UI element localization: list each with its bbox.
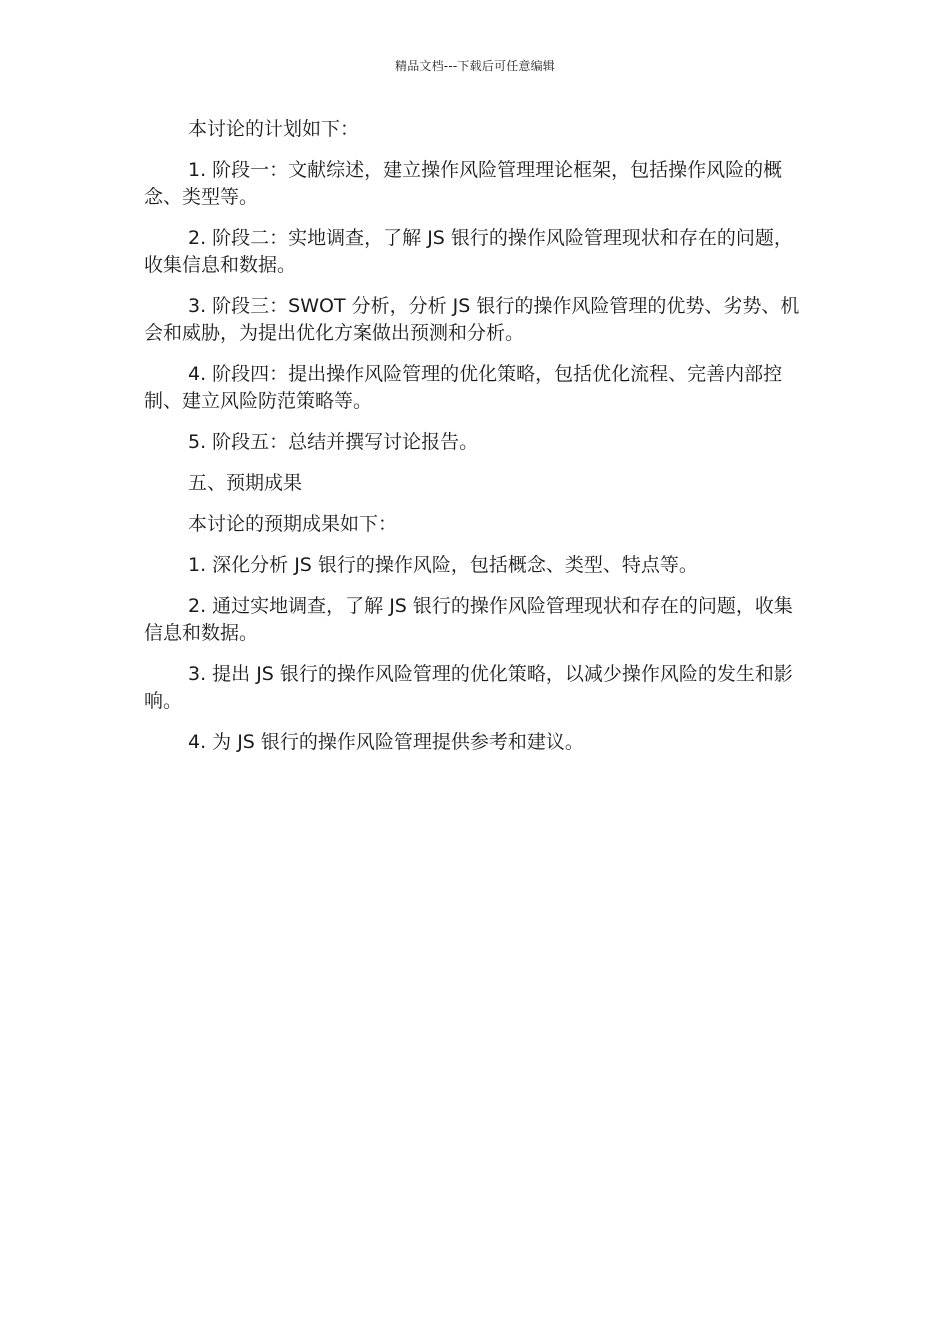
result-item-2: 2. 通过实地调查，了解 JS 银行的操作风险管理现状和存在的问题，收集信息和数据。 — [144, 595, 793, 644]
page-header: 精品文档---下载后可任意编辑 — [395, 59, 555, 73]
plan-stage-1: 1. 阶段一：文献综述，建立操作风险管理理论框架，包括操作风险的概念、类型等。 — [144, 159, 783, 208]
result-item-3: 3. 提出 JS 银行的操作风险管理的优化策略，以减少操作风险的发生和影响。 — [144, 663, 793, 712]
result-item-1: 1. 深化分析 JS 银行的操作风险，包括概念、类型、特点等。 — [188, 554, 698, 576]
plan-stage-5: 5. 阶段五：总结并撰写讨论报告。 — [188, 431, 479, 453]
plan-stage-2: 2. 阶段二：实地调查，了解 JS 银行的操作风险管理现状和存在的问题，收集信息和数据。 — [144, 227, 793, 276]
plan-intro: 本讨论的计划如下： — [188, 118, 360, 140]
result-item-4: 4. 为 JS 银行的操作风险管理提供参考和建议。 — [188, 731, 584, 753]
section-heading-expected-results: 五、预期成果 — [188, 472, 303, 494]
results-intro: 本讨论的预期成果如下： — [188, 513, 398, 535]
plan-stage-3: 3. 阶段三：SWOT 分析，分析 JS 银行的操作风险管理的优势、劣势、机会和威胁，为提出优化方案做出预测和分析。 — [144, 295, 800, 344]
plan-stage-4: 4. 阶段四：提出操作风险管理的优化策略，包括优化流程、完善内部控制、建立风险防范策略等。 — [144, 363, 783, 412]
document-body — [144, 116, 808, 770]
